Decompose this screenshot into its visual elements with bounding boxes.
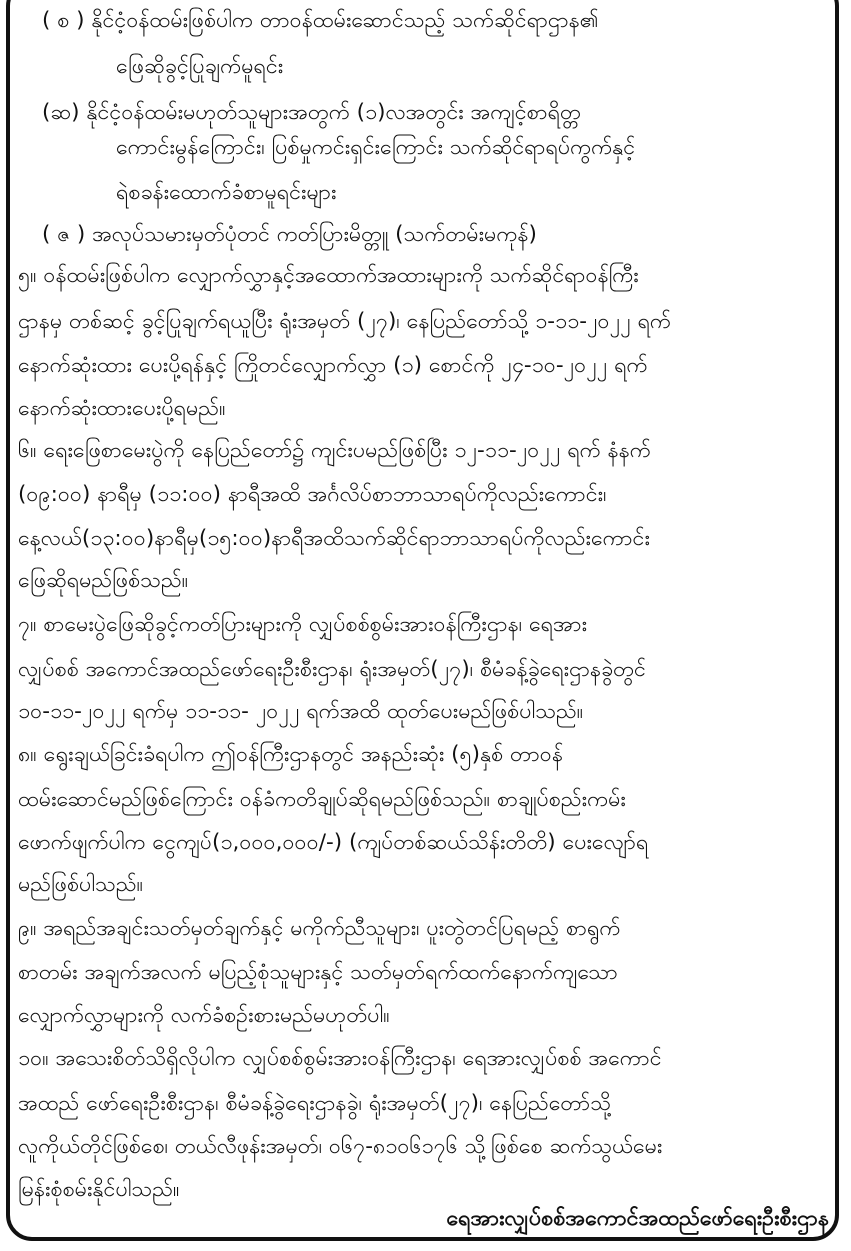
para-5-line1: ၅။ ဝန်ထမ်းဖြစ်ပါက လျှောက်လွှာနှင့်အထောက်အထားများကို သက်ဆိုင်ရာဝန်ကြီး — [18, 263, 639, 288]
para-8-line3: ဖောက်ဖျက်ပါက ငွေကျပ်(၁,၀၀၀,၀၀၀/-) (ကျပ်တစ်ဆယ်သိန်းတိတိ) ပေးလျော်ရ — [18, 830, 649, 855]
para-8-line4: မည်ဖြစ်ပါသည်။ — [18, 872, 144, 897]
para-6-line2: (၀၉:၀၀) နာရီမှ (၁၁:၀၀) နာရီအထိ အင်္ဂလိပ်စာဘာသာရပ်ကိုလည်းကောင်း၊ — [18, 482, 607, 507]
para-10-line4: မြန်းစုံစမ်းနိုင်ပါသည်။ — [18, 1177, 180, 1202]
para-9-line3: လျှောက်လွှာများကို လက်ခံစဉ်းစားမည်မဟုတ်ပါ။ — [18, 1003, 390, 1028]
para-7-line3: ၁၀-၁၁-၂၀၂၂ ရက်မှ ၁၁-၁၁- ၂၀၂၂ ရက်အထိ ထုတ်ပေးမည်ဖြစ်ပါသည်။ — [18, 699, 584, 724]
list-item-f: (ဆ) နိုင်ငံ့ဝန်ထမ်းမဟုတ်သူများအတွက် (၁)လအတွင်း အကျင့်စာရိတ္တ — [42, 100, 581, 125]
para-10-line3: လူကိုယ်တိုင်ဖြစ်စေ၊ တယ်လီဖုန်းအမှတ်၊ ၀၆၇-၈၁၀၆၁၇၆ သို့ဖြစ်စေ ဆက်သွယ်မေး — [18, 1134, 663, 1159]
para-9-line1: ၉။ အရည်အချင်းသတ်မှတ်ချက်နှင့် မကိုက်ညီသူများ၊ ပူးတွဲတင်ပြရမည့် စာရွက် — [18, 916, 621, 941]
para-6-line4: ဖြေဆိုရမည်ဖြစ်သည်။ — [18, 568, 189, 593]
para-8-line2: ထမ်းဆောင်မည်ဖြစ်ကြောင်း ဝန်ခံကတိချုပ်ဆိုရမည်ဖြစ်သည်။ စာချုပ်စည်းကမ်း — [18, 787, 626, 812]
para-5-line2: ဌာနမှ တစ်ဆင့် ခွင့်ပြုချက်ရယူပြီး ရုံးအမှတ် (၂၇)၊ နေပြည်တော်သို့ ၁-၁၁-၂၀၂၂ ရက် — [18, 309, 671, 334]
list-item-g: ( ဇ ) အလုပ်သမားမှတ်ပုံတင် ကတ်ပြားမိတ္တူ (သက်တမ်းမကုန်) — [42, 222, 537, 247]
para-7-line2: လျှပ်စစ် အကောင်အထည်ဖော်ရေးဦးစီးဌာန၊ ရုံးအမှတ်(၂၇)၊ စီမံခန့်ခွဲရေးဌာနခွဲတွင် — [18, 657, 646, 682]
issuer-signature: ရေအားလျှပ်စစ်အကောင်အထည်ဖော်ရေးဦးစီးဌာန — [446, 1206, 829, 1231]
para-9-line2: စာတမ်း အချက်အလက် မပြည့်စုံသူများနှင့် သတ်မှတ်ရက်ထက်နောက်ကျသော — [18, 960, 618, 985]
list-item-f-cont2: ရဲစခန်းထောက်ခံစာမူရင်းများ — [116, 180, 337, 205]
para-8-line1: ၈။ ရွေးချယ်ခြင်းခံရပါက ဤဝန်ကြီးဌာနတွင် အနည်းဆုံး (၅)နှစ် တာဝန် — [18, 742, 564, 767]
list-item-f-cont1: ကောင်းမွန်ကြောင်း၊ ပြစ်မှုကင်းရှင်းကြောင်း သက်ဆိုင်ရာရပ်ကွက်နှင့် — [116, 135, 636, 160]
para-10-line2: အထည် ဖော်ရေးဦးစီးဌာန၊ စီမံခန့်ခွဲရေးဌာနခွဲ၊ ရုံးအမှတ်(၂၇)၊ နေပြည်တော်သို့ — [18, 1091, 611, 1116]
list-item-e-cont: ဖြေဆိုခွင့်ပြုချက်မူရင်း — [116, 54, 284, 79]
para-6-line1: ၆။ ရေးဖြေစာမေးပွဲကို နေပြည်တော်၌ ကျင်းပမည်ဖြစ်ပြီး ၁၂-၁၁-၂၀၂၂ ရက် နံနက် — [18, 438, 651, 463]
para-5-line3: နောက်ဆုံးထား ပေးပို့ရန်နှင့် ကြိုတင်လျှောက်လွှာ (၁) စောင်ကို ၂၄-၁၀-၂၀၂၂ ရက် — [18, 353, 648, 378]
para-5-line4: နောက်ဆုံးထားပေးပို့ရမည်။ — [18, 396, 226, 421]
para-6-line3: နေ့လယ်(၁၃:၀၀)နာရီမှ(၁၅:၀၀)နာရီအထိသက်ဆိုင်ရာဘာသာရပ်ကိုလည်းကောင်း — [18, 526, 650, 551]
list-item-e: ( စ ) နိုင်ငံ့ဝန်ထမ်းဖြစ်ပါက တာဝန်ထမ်းဆောင်သည့် သက်ဆိုင်ရာဌာန၏ — [42, 8, 599, 33]
para-10-line1: ၁၀။ အသေးစိတ်သိရှိလိုပါက လျှပ်စစ်စွမ်းအားဝန်ကြီးဌာန၊ ရေအားလျှပ်စစ် အကောင် — [18, 1046, 662, 1071]
para-7-line1: ၇။ စာမေးပွဲဖြေဆိုခွင့်ကတ်ပြားများကို လျှပ်စစ်စွမ်းအားဝန်ကြီးဌာန၊ ရေအား — [18, 612, 588, 637]
